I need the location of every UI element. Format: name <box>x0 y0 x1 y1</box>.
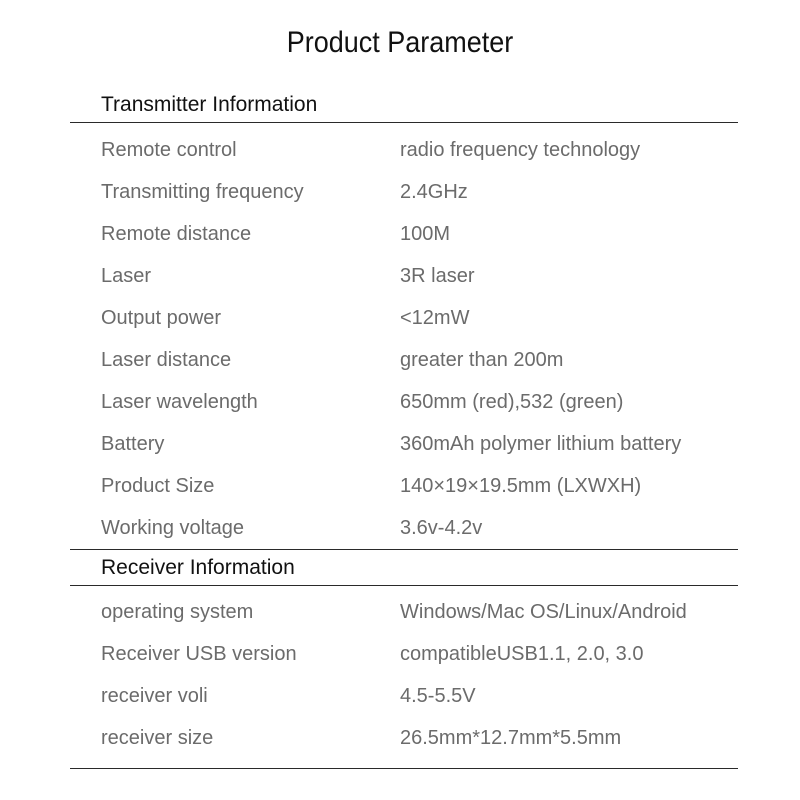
spec-value: compatibleUSB1.1, 2.0, 3.0 <box>400 643 644 665</box>
spec-label: Laser wavelength <box>101 391 258 413</box>
spec-row-remote-control <box>0 139 800 169</box>
spec-value: 2.4GHz <box>400 181 468 203</box>
page-title: Product Parameter <box>286 26 514 59</box>
spec-label: Battery <box>101 433 165 455</box>
spec-value: 3.6v-4.2v <box>400 517 483 539</box>
transmitter-section-heading: Transmitter Information <box>101 93 318 116</box>
spec-label: Remote control <box>101 139 237 161</box>
spec-value: 140×19×19.5mm (LXWXH) <box>400 475 642 497</box>
spec-row-laser-distance <box>0 349 800 379</box>
spec-label: receiver voli <box>101 685 208 707</box>
spec-row-remote-distance <box>0 223 800 253</box>
spec-label: Laser distance <box>101 349 232 371</box>
spec-label: Product Size <box>101 475 215 497</box>
transmitter-top-divider <box>70 122 738 123</box>
spec-label: receiver size <box>101 727 214 749</box>
spec-row-receiver-usb-version <box>0 643 800 673</box>
spec-row-receiver-size <box>0 727 800 757</box>
spec-label: Working voltage <box>101 517 245 539</box>
receiver-section-heading: Receiver Information <box>101 556 295 579</box>
spec-row-working-voltage <box>0 517 800 547</box>
receiver-top-divider <box>70 549 738 550</box>
receiver-heading-divider <box>70 585 738 586</box>
spec-row-laser-wavelength <box>0 391 800 421</box>
spec-row-operating-system <box>0 601 800 631</box>
spec-label: Receiver USB version <box>101 643 297 665</box>
spec-value: 3R laser <box>400 265 475 287</box>
spec-value: 4.5-5.5V <box>400 685 476 707</box>
bottom-divider <box>70 768 738 769</box>
spec-row-receiver-voltage <box>0 685 800 715</box>
spec-label: operating system <box>101 601 254 623</box>
spec-row-product-size <box>0 475 800 505</box>
spec-value: 26.5mm*12.7mm*5.5mm <box>400 727 622 749</box>
spec-value: Windows/Mac OS/Linux/Android <box>400 601 687 623</box>
spec-row-transmitting-frequency <box>0 181 800 211</box>
spec-value: 100M <box>400 223 451 245</box>
spec-row-laser <box>0 265 800 295</box>
spec-value: greater than 200m <box>400 349 564 371</box>
spec-label: Remote distance <box>101 223 252 245</box>
spec-value: <12mW <box>400 307 470 329</box>
spec-label: Output power <box>101 307 222 329</box>
spec-value: 650mm (red),532 (green) <box>400 391 624 413</box>
spec-value: radio frequency technology <box>400 139 641 161</box>
spec-value: 360mAh polymer lithium battery <box>400 433 682 455</box>
spec-row-output-power <box>0 307 800 337</box>
spec-label: Transmitting frequency <box>101 181 304 203</box>
spec-row-battery <box>0 433 800 463</box>
spec-label: Laser <box>101 265 152 287</box>
